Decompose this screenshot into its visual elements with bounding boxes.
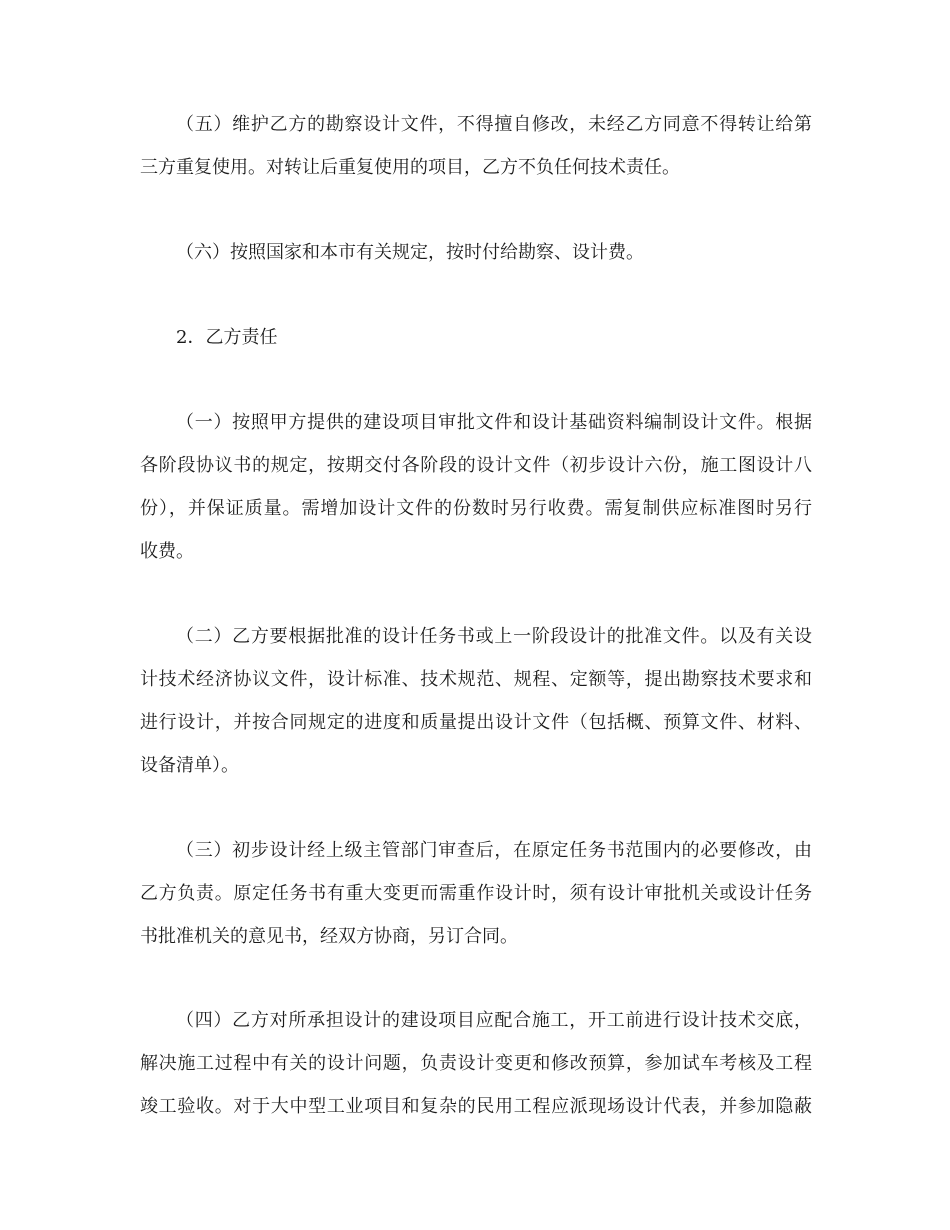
paragraph-b1-line-4: 收费。 xyxy=(140,541,194,562)
paragraph-b4-line-3: 竣工验收。对于大中型工业项目和复杂的民用工程应派现场设计代表，并参加隐蔽 xyxy=(140,1096,812,1117)
paragraph-5-line-1: （五）维护乙方的勘察设计文件，不得擅自修改，未经乙方同意不得转让给第 xyxy=(176,114,812,135)
paragraph-b4-line-2: 解决施工过程中有关的设计问题，负责设计变更和修改预算，参加试车考核及工程 xyxy=(140,1053,812,1074)
paragraph-6-line-1: （六）按照国家和本市有关规定，按时付给勘察、设计费。 xyxy=(176,242,644,263)
paragraph-b3-line-3: 书批准机关的意见书，经双方协商，另订合同。 xyxy=(140,926,518,947)
paragraph-b2-line-1: （二）乙方要根据批准的设计任务书或上一阶段设计的批准文件。以及有关设 xyxy=(176,626,812,647)
paragraph-b3-line-1: （三）初步设计经上级主管部门审查后，在原定任务书范围内的必要修改，由 xyxy=(176,840,812,861)
paragraph-b3-line-2: 乙方负责。原定任务书有重大变更而需重作设计时，须有设计审批机关或设计任务 xyxy=(140,883,812,904)
section-heading-2: 2．乙方责任 xyxy=(176,327,278,348)
document-page xyxy=(140,0,812,1230)
paragraph-b2-line-2: 计技术经济协议文件，设计标准、技术规范、规程、定额等，提出勘察技术要求和 xyxy=(140,669,812,690)
paragraph-b2-line-4: 设备清单）。 xyxy=(140,755,239,776)
paragraph-b4-line-1: （四）乙方对所承担设计的建设项目应配合施工，开工前进行设计技术交底， xyxy=(176,1010,812,1031)
paragraph-b1-line-2: 各阶段协议书的规定，按期交付各阶段的设计文件（初步设计六份，施工图设计八 xyxy=(140,455,812,476)
paragraph-5-line-2: 三方重复使用。对转让后重复使用的项目，乙方不负任何技术责任。 xyxy=(140,157,680,178)
paragraph-b1-line-3: 份），并保证质量。需增加设计文件的份数时另行收费。需复制供应标准图时另行 xyxy=(140,498,812,519)
paragraph-b1-line-1: （一）按照甲方提供的建设项目审批文件和设计基础资料编制设计文件。根据 xyxy=(176,412,812,433)
paragraph-b2-line-3: 进行设计，并按合同规定的进度和质量提出设计文件（包括概、预算文件、材料、 xyxy=(140,712,812,733)
